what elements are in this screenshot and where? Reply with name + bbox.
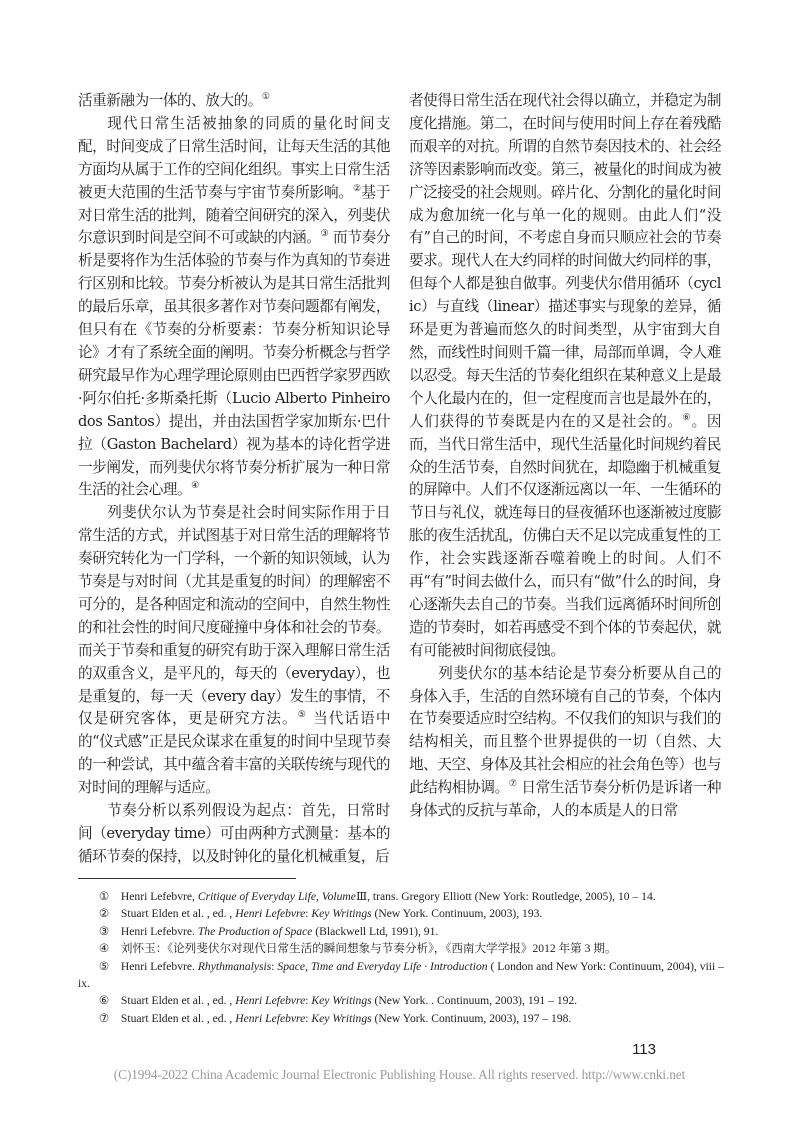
- text-run: (New York. Continuum, 2003), 193.: [371, 907, 543, 921]
- text-run: 日常生活节奏分析仍是诉诸一种身体式的反抗与革命，人的本质是人的日常: [409, 779, 722, 820]
- text-run: ,: [316, 890, 322, 903]
- paragraph: [409, 90, 721, 663]
- italic-title: Key Writings: [311, 907, 372, 921]
- text-run: 节奏分析以系列假设为起点：首先，日常时间（everyday time）可由两种方式测量：基本的循环节奏的保持，以及时钟化的量化机械重复，后: [78, 802, 390, 865]
- text-run: 基于对日常生活的批判，随着空间研究的深入，列斐伏尔意识到时间是空间不可或缺的内涵。: [78, 183, 390, 247]
- footnote-reference[interactable]: ⑥: [682, 412, 692, 423]
- text-run: :: [271, 959, 278, 973]
- text-run: :: [305, 994, 312, 1008]
- text-run: Stuart Elden et al. , ed. ,: [120, 907, 236, 921]
- left-column: [78, 90, 390, 870]
- paragraph: [78, 113, 390, 502]
- text-run: 而节奏分析是要将作为生活体验的节奏与作为真知的节奏进行区别和比较。节奏分析被认为是其日常生活批判的最后乐章，虽其很多著作对节奏问题都有阐发，但只有在《节奏的分析要素：节奏分析知识论导论》才有了系统全面的阐明。节奏分析概念与哲学研究最早作为心理学理论原则由巴西哲学家罗西欧·阿尔伯托·多斯桑托斯（Lucio Alberto Pinheiro dos Santos）提出，并由法国哲学家加斯东·巴什拉（Gaston Bachelard）视为基本的诗化哲学进一步阐发，而列斐伏尔将节奏分析扩展为一种日常生活的社会心理。: [78, 229, 391, 499]
- italic-title: Henri Lefebvre: [235, 994, 306, 1008]
- text-run: Henri Lefebvre.: [120, 959, 198, 973]
- text-run: 活重新融为一体的、放大的。: [78, 92, 262, 109]
- italic-title: Key Writings: [311, 1011, 372, 1025]
- text-run: (New York. Continuum, 2003), 197 – 198.: [371, 1011, 572, 1025]
- italic-title: Key Writings: [311, 994, 372, 1008]
- text-run: 。因而，当代日常生活中，现代生活量化时间规约着民众的生活节奏，自然时间犹在，却隐幽于机械重复的屏障中。人们不仅逐渐远离以一年、一生循环的节日与礼仪，就连每日的昼夜循环也逐渐被过度膨胀的夜生活扰乱，仿佛白天不足以完成重复性的工作，社会实践逐渐吞噬着晚上的时间。人们不再“有”时间去做什么，而只有“做”什么的时间，身心逐渐失去自己的节奏。当我们远离循环时间所创造的节奏时，如若再感受不到个体的节奏起伏，就有可能被时间彻底侵蚀。: [409, 412, 721, 659]
- text-run: 列斐伏尔认为节奏是社会时间实际作用于日常生活的方式，并试图基于对日常生活的理解将节奏研究转化为一门学科，一个新的知识领域，认为节奏是与对时间（尤其是重复的时间）的理解密不可分的，是各种固定和流动的空间中，自然生物性的和社会性的时间尺度碰撞中身体和社会的节奏。而关于节奏和重复的研究有助于深入理解日常生活的双重含义，是平凡的，每天的（everyday），也是重复的，每一天（every day）发生的事情，不仅是研究客体，更是研究方法。: [78, 504, 390, 728]
- footnote-reference[interactable]: ③: [320, 229, 329, 240]
- footnote-reference[interactable]: ⑦: [508, 779, 518, 790]
- text-run: :: [305, 1011, 312, 1025]
- footnote-reference[interactable]: ②: [352, 183, 362, 194]
- footnote-reference[interactable]: ⑤: [297, 710, 308, 721]
- italic-title: Henri Lefebvre: [235, 907, 306, 921]
- page-lower-area: [78, 878, 738, 1083]
- text-run: 列斐伏尔的基本结论是节奏分析要从自己的身体入手，生活的自然环境有自己的节奏，个体内在节奏要适应时空结构。不仅我们的知识与我们的结构相关，而且整个世界提供的一切（自然、大地、天空、身体及其社会相应的社会角色等）也与此结构相协调。: [409, 664, 721, 797]
- text-run: Henri Lefebvre,: [120, 890, 198, 903]
- footnote-item: [78, 958, 738, 993]
- text-run: 现代日常生活被抽象的同质的量化时间支配，时间变成了日常生活时间，让每天生活的其他方面均从属于工作的空间化组织。事实上日常生活被更大范围的生活节奏与宇宙节奏所影响。: [78, 114, 390, 201]
- text-run: Stuart Elden et al. , ed. ,: [120, 994, 236, 1008]
- text-run: 刘怀玉：《论列斐伏尔对现代日常生活的瞬间想象与节奏分析》，《西南大学学报》2012 年第 3 期。: [120, 942, 617, 956]
- italic-title: The Production of Space: [197, 924, 313, 938]
- footnote-number: ②: [98, 907, 110, 921]
- text-run: Henri Lefebvre.: [120, 924, 198, 938]
- italic-title: Henri Lefebvre: [235, 1011, 306, 1025]
- text-run: ( London and New York: Continuum, 2004), viii – ix.: [78, 959, 724, 991]
- footnotes: [78, 888, 738, 1027]
- paragraph: [409, 663, 721, 823]
- text-run: Stuart Elden et al. , ed. ,: [120, 1011, 236, 1025]
- paragraph: [78, 800, 390, 869]
- footnote-item: [78, 1010, 738, 1027]
- right-column: [409, 90, 721, 870]
- text-run: (New York. . Continuum, 2003), 191 – 192.: [371, 994, 578, 1008]
- text-run: (Blackwell Ltd, 1991), 91.: [312, 924, 439, 938]
- text-run: 者使得日常生活在现代社会得以确立，并稳定为制度化措施。第二，在时间与使用时间上存在着残酷而艰辛的对抗。所谓的自然节奏因技术的、社会经济等因素影响而改变。第三，被量化的时间成为被广泛接受的社会规则。碎片化、分割化的量化时间成为愈加统一化与单一化的规则。由此人们“没有”自己的时间，不考虑自身而只顺应社会的节奏要求。现代人在大约同样的时间做大约同样的事，但每个人都是独自做事。列斐伏尔借用循环（cyclic）与直线（linear）描述事实与现象的差异，循环是更为普遍而悠久的时间类型，从宇宙到大自然，而线性时间则千篇一律，局部而单调，令人难以忍受。每天生活的节奏化组织在某种意义上是最个人化最内在的，但一定程度而言也是最外在的，人们获得的节奏既是内在的又是社会的。: [409, 92, 721, 430]
- text-run: :: [305, 907, 312, 921]
- text-run: 当代话语中的“仪式感”正是民众谋求在重复的时间中呈现节奏的一种尝试，其中蕴含着丰富的关联传统与现代的对时间的理解与适应。: [78, 710, 390, 797]
- italic-title: Rhythmanalysis: [197, 959, 272, 973]
- footnote-item: [78, 888, 738, 905]
- footnote-reference[interactable]: ①: [261, 92, 270, 103]
- copyright-notice: (C)1994-2022 China Academic Journal Electronic Publishing House. All rights reserved. http://www.cnki.net: [113, 1067, 686, 1083]
- italic-title: Time and Everyday Life · Introduction: [310, 959, 488, 973]
- footnote-number: ⑤: [98, 959, 110, 973]
- text-run: ,: [305, 959, 311, 973]
- text-run: Ⅲ, trans. Gregory Elliott (New York: Routledge, 2005), 10 – 14.: [355, 890, 656, 903]
- paragraph: [78, 502, 390, 800]
- footnote-item: [78, 905, 738, 922]
- footnote-divider: [78, 878, 296, 879]
- footnote-item: [78, 923, 738, 940]
- italic-title: Critique of Everyday Life: [197, 890, 317, 903]
- paragraph: [78, 90, 390, 113]
- footnote-item: [78, 992, 738, 1009]
- footnote-number: ③: [98, 924, 110, 938]
- italic-title: Space: [277, 959, 306, 973]
- italic-title: Volume: [321, 890, 356, 903]
- footnote-number: ①: [98, 890, 110, 903]
- footnote-number: ④: [98, 942, 110, 956]
- footnote-reference[interactable]: ④: [191, 481, 200, 492]
- page-number: 113: [632, 1041, 656, 1059]
- footnote-item: [78, 940, 738, 957]
- article-body: [78, 90, 721, 870]
- footnote-number: ⑥: [98, 994, 110, 1008]
- footnote-number: ⑦: [98, 1011, 110, 1025]
